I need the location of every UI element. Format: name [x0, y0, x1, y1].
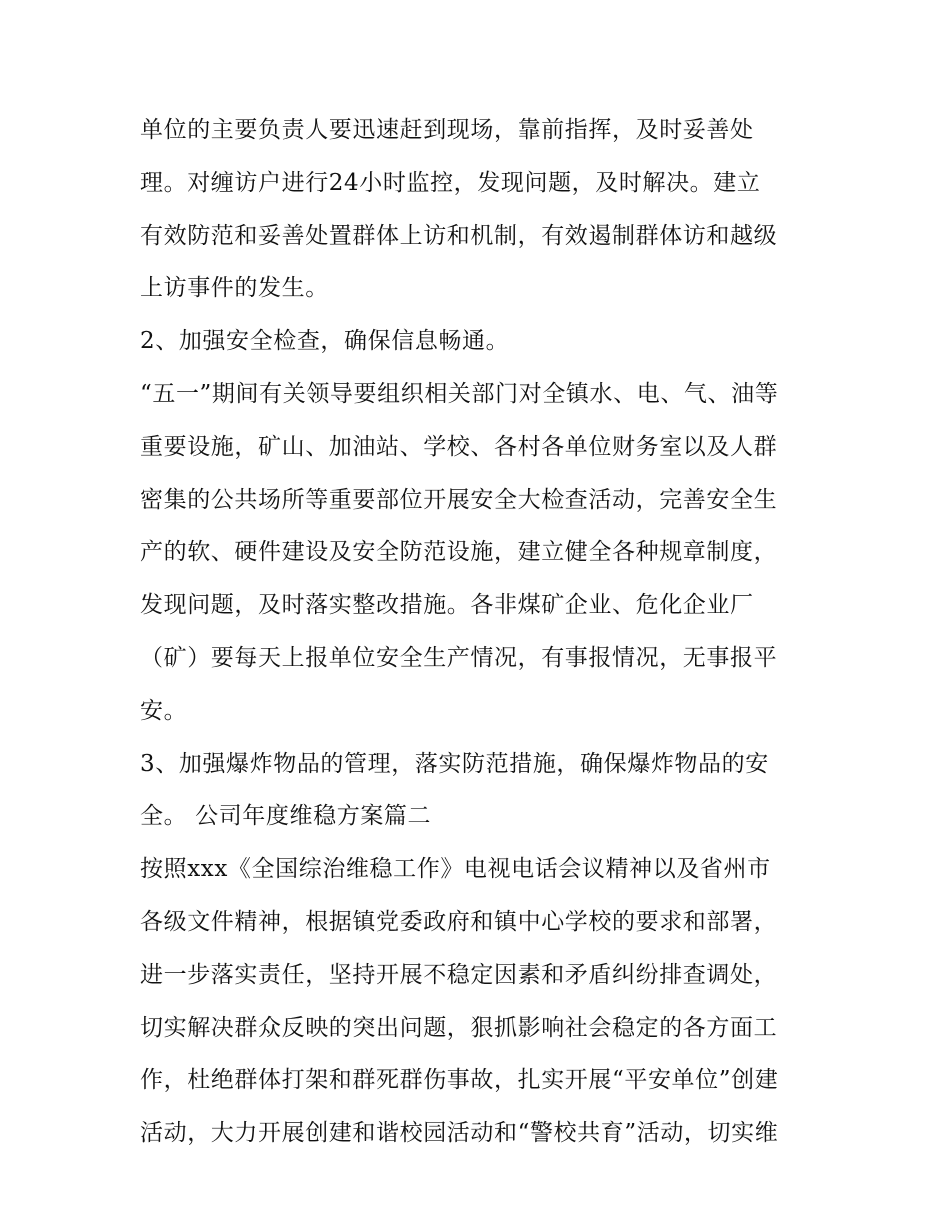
section-heading: 3、加强爆炸物品的管理，落实防范措施，确保爆炸物品的安 [140, 750, 769, 777]
text-line: 按照xxx《全国综治维稳工作》电视电话会议精神以及省州市 [140, 856, 771, 883]
text-line: 安。 [140, 697, 188, 724]
text-line: 切实解决群众反映的突出问题，狠抓影响社会稳定的各方面工 [140, 1014, 778, 1041]
text-line: 发现问题，及时落实整改措施。各非煤矿企业、危化企业厂 [140, 592, 754, 619]
document-body [140, 104, 820, 1160]
text-line: 重要设施，矿山、加油站、学校、各村各单位财务室以及人群 [140, 433, 778, 460]
text-line: 理。对缠访户进行24小时监控，发现问题，及时解决。建立 [140, 169, 761, 196]
text-line: 密集的公共场所等重要部位开展安全大检查活动，完善安全生 [140, 486, 778, 513]
text-line: 单位的主要负责人要迅速赶到现场，靠前指挥，及时妥善处 [140, 117, 754, 143]
text-line: 全。 公司年度维稳方案篇二 [140, 803, 432, 830]
text-line: 有效防范和妥善处置群体上访和机制，有效遏制群体访和越级 [140, 222, 778, 249]
text-line: 作，杜绝群体打架和群死群伤事故，扎实开展“平安单位”创建 [140, 1067, 779, 1094]
text-line: 活动，大力开展创建和谐校园活动和“警校共育”活动，切实维 [140, 1120, 779, 1147]
text-line: （矿）要每天上报单位安全生产情况，有事报情况，无事报平 [140, 644, 778, 671]
section-heading: 2、加强安全检查，确保信息畅通。 [140, 328, 510, 355]
text-line: 上访事件的发生。 [140, 275, 329, 302]
text-line: 进一步落实责任，坚持开展不稳定因素和矛盾纠纷排查调处， [140, 961, 778, 988]
text-line: “五一”期间有关领导要组织相关部门对全镇水、电、气、油等 [140, 380, 779, 407]
text-line: 各级文件精神，根据镇党委政府和镇中心学校的要求和部署， [140, 908, 778, 935]
text-line: 产的软、硬件建设及安全防范设施，建立健全各种规章制度， [140, 539, 778, 566]
